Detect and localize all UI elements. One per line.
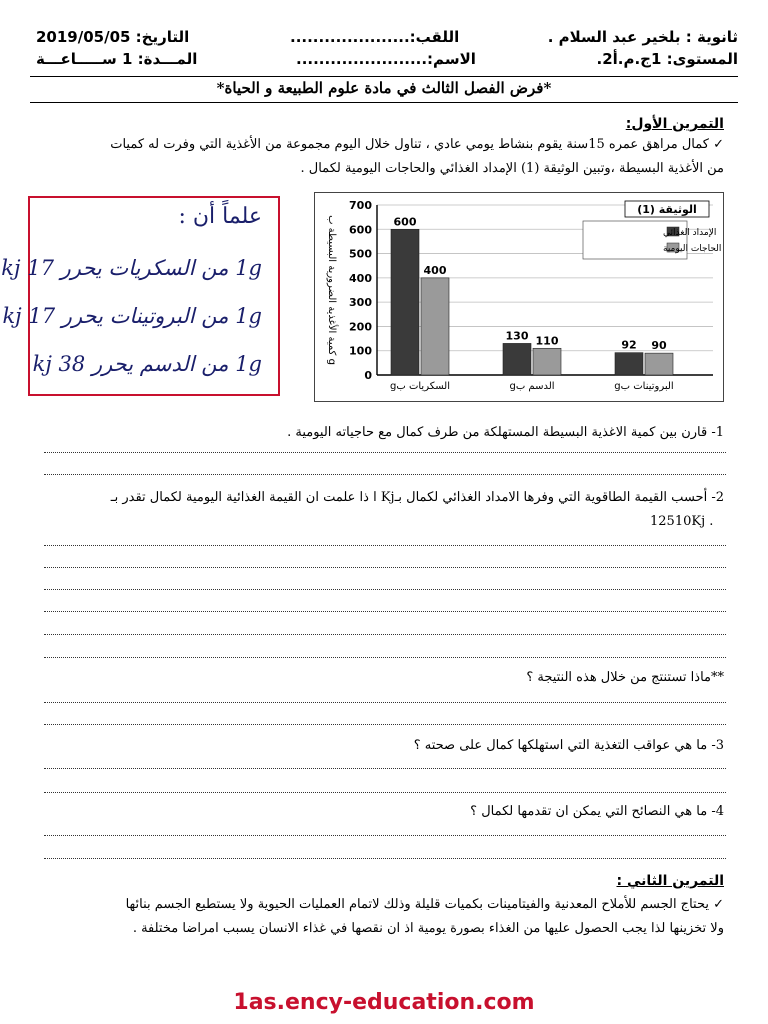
reminder-fats: 1g من الدسم يحرر 38 kj	[32, 352, 262, 376]
answer-line	[44, 792, 726, 793]
y-tick-label: 600	[349, 223, 372, 237]
energy-reminder-box	[1, 196, 280, 396]
legend-label: الإمداد الغذائي	[663, 228, 717, 238]
bar-need	[421, 278, 449, 375]
exercise1-intro-line2: من الأغذية البسيطة ،وتبين الوثيقة (1) الإمداد الغذائي والحاجات اليومية لكمال .	[300, 161, 724, 176]
bar-supply	[503, 343, 531, 375]
answer-line	[44, 545, 726, 546]
bar-value-label: 600	[393, 215, 417, 229]
answer-line	[44, 474, 726, 475]
exam-duration: المـــدة: 1 ســـــاعـــة	[36, 50, 198, 68]
surname-field: اللقب:.....................	[290, 28, 460, 46]
bar-need	[645, 353, 673, 375]
answer-line	[44, 858, 726, 859]
question-2-line1: 2- أحسب القيمة الطاقوية التي وفرها الامداد الغذائي لكمال بـKj ا ذا علمت ان القيمة الغذائية اليومية لكمال تقدر بـ	[110, 490, 724, 505]
exam-date: التاريخ: 2019/05/05	[36, 28, 190, 46]
site-watermark: 1as.ency-education.com	[233, 990, 535, 1015]
bar-supply	[391, 229, 419, 375]
y-tick-label: 200	[349, 320, 372, 334]
x-category-label: البروتينات بg	[614, 381, 674, 392]
y-tick-label: 700	[349, 199, 372, 212]
answer-line	[44, 567, 726, 568]
chart-title: الوثيقة (1)	[637, 203, 697, 216]
bar-value-label: 92	[621, 338, 637, 352]
exercise2-text-line1: ✓ يحتاج الجسم للأملاح المعدنية والفيتامينات بكميات قليلة وذلك لاتمام العمليات الحيوية ولا يستطيع الجسم بنائها	[125, 897, 724, 912]
answer-line	[44, 835, 726, 836]
answer-line	[44, 724, 726, 725]
answer-line	[44, 702, 726, 703]
bar-value-label: 400	[423, 263, 447, 277]
bar-supply	[615, 353, 643, 375]
answer-line	[44, 768, 726, 769]
question-conclude: **ماذا تستنتج من خلال هذه النتيجة ؟	[526, 670, 724, 685]
exercise1-intro-line1: ✓ كمال مراهق عمره 15سنة يقوم بنشاط يومي عادي ، تناول خلال اليوم مجموعة من الأغذية التي وفرت له كميات	[110, 137, 724, 152]
answer-line	[44, 657, 726, 658]
question-3: 3- ما هي عواقب التغذية التي استهلكها كمال على صحته ؟	[413, 738, 724, 753]
x-category-label: الدسم بg	[509, 381, 555, 392]
answer-line	[44, 634, 726, 635]
reminder-sugars: 1g من السكريات يحرر 17 kj	[1, 256, 262, 280]
name-field: الاسم:.......................	[296, 50, 476, 68]
x-category-label: السكريات بg	[390, 381, 450, 392]
y-tick-label: 500	[349, 247, 372, 261]
y-axis-label: كمية الأغذية الضرورية البسيطة ب g	[326, 215, 337, 365]
y-tick-label: 0	[364, 369, 372, 382]
question-1: 1- قارن بين كمية الاغذية البسيطة المستهلكة من طرف كمال مع حاجياته اليومية .	[287, 425, 724, 440]
bar-value-label: 110	[535, 334, 559, 348]
exercise1-heading: التمرين الأول:	[625, 116, 724, 132]
answer-line	[44, 452, 726, 453]
header-divider-bottom	[30, 102, 738, 103]
question-4: 4- ما هي النصائح التي يمكن ان تقدمها لكمال ؟	[470, 804, 724, 819]
school-name: ثانوية : بلخير عبد السلام .	[547, 28, 738, 46]
header-divider-top	[30, 76, 738, 77]
reminder-proteins: 1g من البروتينات يحرر 17 kj	[2, 304, 262, 328]
y-tick-label: 400	[349, 271, 372, 285]
legend-label: الحاجات اليومية	[663, 244, 722, 254]
exam-title: *فرض الفصل الثالث في مادة علوم الطبيعة و الحياة*	[216, 79, 552, 97]
class-level: المستوى: 1ج.م.أ2.	[596, 50, 738, 68]
question-2-line2: 12510Kj .	[650, 514, 714, 529]
bar-value-label: 130	[505, 329, 529, 343]
y-tick-label: 300	[349, 296, 372, 310]
document1-chart	[314, 192, 724, 402]
bar-need	[533, 348, 561, 375]
exercise2-heading: التمرين الثاني :	[616, 873, 724, 889]
exercise2-text-line2: ولا تخزينها لذا يجب الحصول عليها من الغذاء بصورة يومية اذ ان نقصها في غذاء الانسان يسبب امراضا مختلفة .	[132, 921, 724, 936]
answer-line	[44, 611, 726, 612]
reminder-title: علماً أن :	[178, 204, 262, 229]
bar-value-label: 90	[651, 339, 667, 353]
bar-chart-svg	[315, 193, 723, 401]
answer-line	[44, 589, 726, 590]
y-tick-label: 100	[349, 344, 372, 358]
